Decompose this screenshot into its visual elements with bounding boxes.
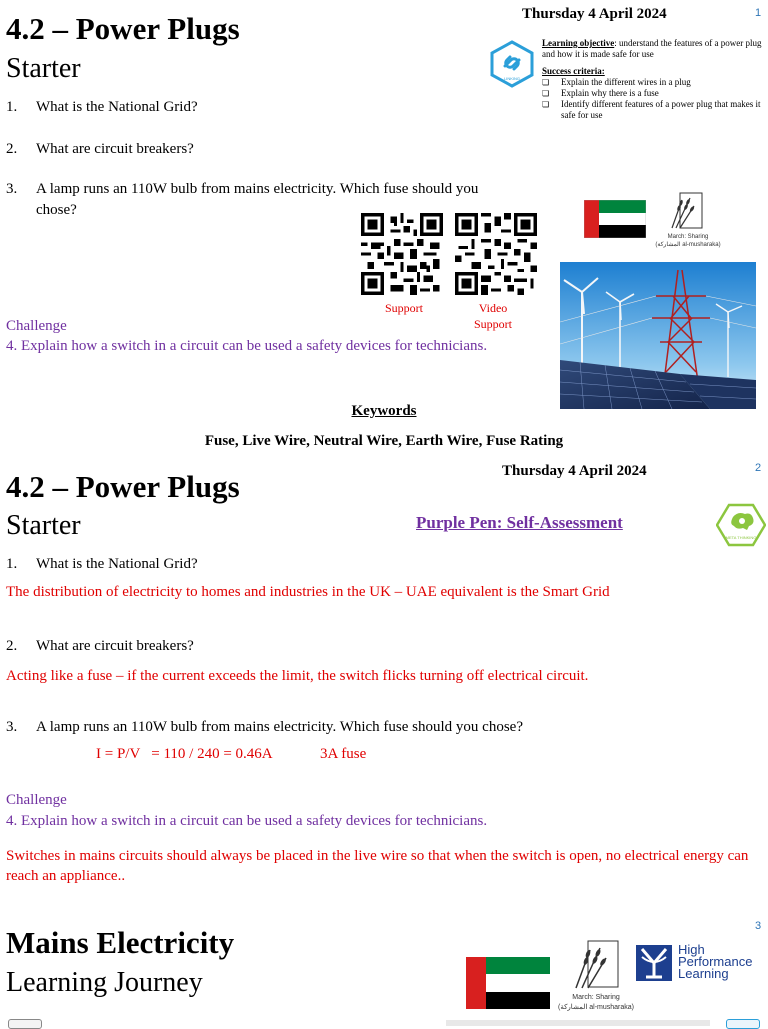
- question-2: 2. What are circuit breakers?: [6, 638, 194, 654]
- success-criteria-heading: Success criteria:: [542, 66, 605, 76]
- question-2: 2. What are circuit breakers?: [6, 141, 194, 157]
- keywords-list: Fuse, Live Wire, Neutral Wire, Earth Wire, Fuse Rating: [204, 433, 564, 449]
- slide-number: 2: [755, 462, 762, 474]
- self-assessment-heading: Purple Pen: Self-Assessment: [416, 513, 623, 532]
- keywords-heading: Keywords: [351, 403, 417, 419]
- question-1: 1. What is the National Grid?: [6, 556, 198, 572]
- slide-subtitle: Starter: [6, 510, 81, 541]
- challenge-answer: Switches in mains circuits should always be placed in the live wire so that when the switch is open, no electrical energy can reach an appliance..: [6, 848, 749, 884]
- success-criterion: ❏ Identify different features of a power plug that makes it safe for use: [542, 99, 764, 121]
- success-criterion: ❏ Explain the different wires in a plug: [542, 77, 764, 88]
- slide-number: 3: [755, 920, 762, 932]
- question-1: 1. What is the National Grid?: [6, 99, 198, 115]
- sharing-badge-caption: March: Sharing (المشاركة al-musharaka): [655, 234, 721, 248]
- question-3: 3. A lamp runs an 110W bulb from mains electricity. Which fuse should you chose?: [6, 719, 523, 735]
- slide-title: 4.2 – Power Plugs: [6, 11, 240, 46]
- uae-flag: [584, 200, 646, 238]
- challenge-label: Challenge: [6, 792, 67, 808]
- slide-date: Thursday 4 April 2024: [522, 6, 667, 22]
- video-support-qr-code[interactable]: [455, 213, 537, 295]
- answer-2: Acting like a fuse – if the current exceeds the limit, the switch flicks turning off electrical circuit.: [6, 668, 589, 684]
- slide-number: 1: [755, 7, 762, 19]
- slide-subtitle: Learning Journey: [6, 967, 203, 998]
- cut-off-shape: [8, 1019, 42, 1029]
- challenge-label: Challenge: [6, 318, 67, 334]
- power-pylon-solar-image: [560, 262, 756, 409]
- uae-flag: [466, 957, 550, 1009]
- answer-3-formula: I = P/V = 110 / 240 = 0.46A: [96, 746, 273, 762]
- wheat-sharing-icon: [664, 192, 704, 230]
- slide-subtitle: Starter: [6, 53, 81, 84]
- answer-1: The distribution of electricity to homes and industries in the UK – UAE equivalent is the Smart Grid: [6, 584, 610, 600]
- success-criterion: ❏ Explain why there is a fuse: [542, 88, 764, 99]
- slide-title: 4.2 – Power Plugs: [6, 469, 240, 504]
- hpl-logo-icon: [636, 945, 672, 981]
- video-support-qr-label: Video Support: [473, 301, 512, 331]
- answer-3-fuse: 3A fuse: [320, 746, 367, 762]
- learning-objective: Learning objective: understand the features of a power plug and how it is made safe for use: [542, 38, 762, 59]
- linking-icon-label: LINKING: [503, 76, 521, 81]
- support-qr-label: Support: [384, 301, 423, 315]
- challenge-question: 4. Explain how a switch in a circuit can be used a safety devices for technicians.: [6, 813, 488, 829]
- cut-off-icon: [726, 1019, 760, 1029]
- cut-off-banner: [446, 1020, 710, 1026]
- learning-objective-block: [542, 38, 764, 121]
- slide-title: Mains Electricity: [6, 925, 235, 960]
- meta-thinking-label: META THINKING: [725, 535, 757, 540]
- linking-icon: [488, 40, 536, 88]
- meta-thinking-icon: [716, 503, 766, 547]
- support-qr-code[interactable]: [361, 213, 443, 295]
- success-criteria-list: [542, 77, 764, 121]
- hpl-logo-text: High Performance Learning: [678, 942, 753, 981]
- sharing-badge-caption: March: Sharing (المشاركة al-musharaka): [558, 994, 634, 1011]
- question-3: 3. A lamp runs an 110W bulb from mains electricity. Which fuse should you chose?: [6, 181, 479, 218]
- slide-date: Thursday 4 April 2024: [502, 463, 647, 479]
- challenge-question: 4. Explain how a switch in a circuit can be used a safety devices for technicians.: [6, 338, 488, 354]
- wheat-sharing-icon: [566, 940, 620, 990]
